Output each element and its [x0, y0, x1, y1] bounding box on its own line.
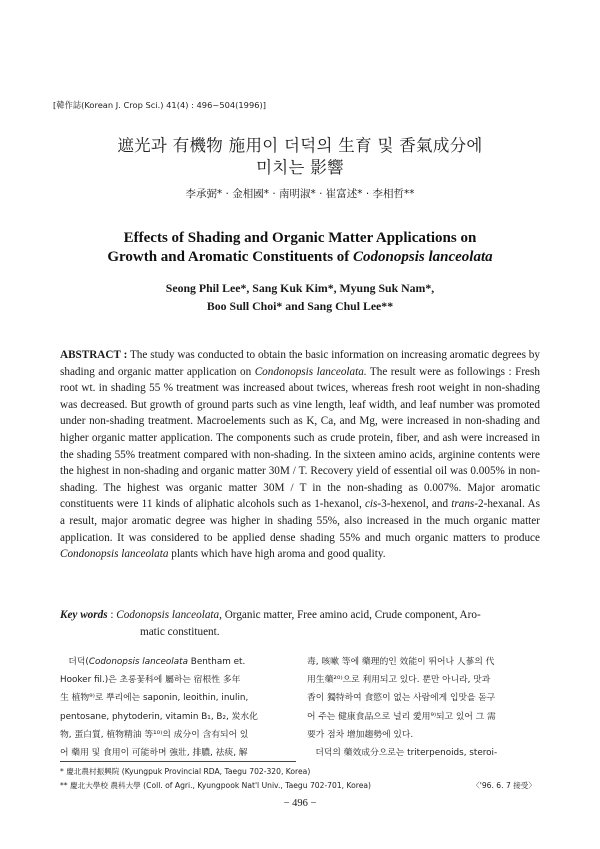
- english-authors-line-2: Boo Sull Choi* and Sang Chul Lee**: [206, 299, 394, 313]
- body-right-line-3: 香이 獨特하여 食慾이 없는 사람에게 입맛을 돋구: [307, 693, 496, 704]
- body-column-left: [60, 653, 292, 762]
- english-title-prefix: Growth and Aromatic Constituents of: [107, 249, 354, 265]
- body-left-species: Codonopsis lanceolata: [88, 657, 188, 667]
- body-left-line-6: 어 藥用 및 食用이 可能하며 強壯, 排膿, 祛痰, 解: [60, 748, 248, 759]
- english-title-species: Codonopsis lanceolata: [353, 249, 493, 265]
- abstract-cis: cis: [364, 498, 378, 511]
- abstract-text-1: The study was conducted to obtain the basic information on increasing aromatic degrees by shading and organic matter application on: [60, 349, 540, 378]
- body-right-line-1: 毒, 咳嗽 等에 藥理的인 效能이 뛰어나 人蔘의 代: [307, 657, 495, 667]
- abstract-trans: trans: [451, 498, 475, 511]
- body-right-line-4: 어 주는 健康食品으로 널리 愛用⁹⁾되고 있어 그 需: [307, 711, 496, 722]
- abstract-text-3: -3-hexenol, and: [377, 498, 452, 511]
- journal-citation: [韓作誌(Korean J. Crop Sci.) 41(4) : 496~504(1996)]: [53, 100, 266, 110]
- body-right-line-5: 要가 점차 增加趨勢에 있다.: [307, 729, 414, 740]
- footnote-affiliation-1: * 慶北農村振興院 (Kyungpuk Provincial RDA, Taegu 702-320, Korea): [60, 767, 311, 776]
- body-left-line-2: Hooker fil.)은 초롱꽃科에 屬하는 宿根性 多年: [60, 675, 241, 686]
- abstract-species-1: Condonopsis lanceolata.: [254, 365, 367, 378]
- abstract: [60, 347, 540, 563]
- keywords-rest-1: Organic matter, Free amino acid, Crude component, Aro-: [221, 609, 481, 621]
- abstract-species-2: Condonopsis lanceolata: [60, 548, 169, 561]
- english-title-line-1: Effects of Shading and Organic Matter Applications on: [123, 230, 477, 246]
- keywords-species: Codonopsis lanceolata,: [116, 609, 222, 621]
- body-right-line-6: 더덕의 藥效成分으로는 triterpenoids, steroi-: [315, 748, 498, 759]
- abstract-text-2: The result were as followings : Fresh root wt. in shading 55 % treatment was increased about twices, whereas fresh root weight in non-shading was decreased. But growth of ground parts such as vine length, leaf width, and leaf number was promoted under non-shading treatment. Macroelements such as K, Ca, and Mg, were increased in non-shading and higher organic matter application. The components such as crude protein, fiber, and ash were increased in the shading 55% treatment compared with non-shading. In the sixteen amino acids, arginine contents were the highest in non-shading and organic matter 30M / T. Recovery yield of essential oil was 0.005% in non-shading. The highest was organic matter 30M / T in the non-shading as 0.007%. Major aromatic constituents were 11 kinds of aliphatic alcohols such as 1-hexanol,: [60, 365, 540, 511]
- received-date: 〈'96. 6. 7 接受〉: [472, 781, 536, 790]
- body-left-line-5: 物, 蛋白質, 植物精油 等¹⁰⁾의 成分이 含有되어 있: [60, 729, 249, 740]
- abstract-label: ABSTRACT :: [60, 349, 128, 361]
- footnote-divider: [60, 761, 296, 762]
- korean-title-line-1: 遮光과 有機物 施用이 더덕의 生育 및 香氣成分에: [117, 136, 483, 155]
- korean-authors: 李承弼* · 金相國* · 南明淑* · 崔富述* · 李相哲**: [185, 188, 415, 200]
- english-title-line-2: [0, 249, 600, 266]
- body-left-line-1: 더덕(Codonopsis lanceolata Bentham et.: [68, 657, 246, 667]
- page-number: − 496 −: [283, 798, 317, 809]
- footnote-affiliation-2: ** 慶北大學校 農科大學 (Coll. of Agri., Kyungpook Nat'l Univ., Taegu 702-701, Korea): [60, 781, 371, 790]
- body-left-line-4: pentosane, phytoderin, vitamin B₁, B₂, 炭水化: [60, 711, 258, 722]
- keywords: [60, 607, 540, 640]
- korean-title-line-2: 미치는 影響: [256, 158, 344, 177]
- english-authors-line-1: Seong Phil Lee*, Sang Kuk Kim*, Myung Suk Nam*,: [165, 281, 435, 295]
- keywords-colon: :: [107, 609, 117, 621]
- body-left-line-3: 生 植物⁹⁾로 뿌리에는 saponin, leoithin, inulin,: [60, 693, 249, 704]
- abstract-text-4: -2-hexanal. As a result, major aromatic degree was higher in shading 55%, also increased in the much organic matter application. It was considered to be applied dense shading 55% and much organic matters to produce: [60, 498, 540, 544]
- keywords-label: Key words: [60, 609, 108, 621]
- body-column-right: [307, 653, 540, 762]
- body-right-line-2: 用生藥²⁰⁾으로 利用되고 있다. 뿐만 아니라, 맛과: [307, 675, 491, 686]
- abstract-text-5: plants which have high aroma and good quality.: [168, 548, 386, 561]
- keywords-rest-2: matic constituent.: [140, 625, 220, 638]
